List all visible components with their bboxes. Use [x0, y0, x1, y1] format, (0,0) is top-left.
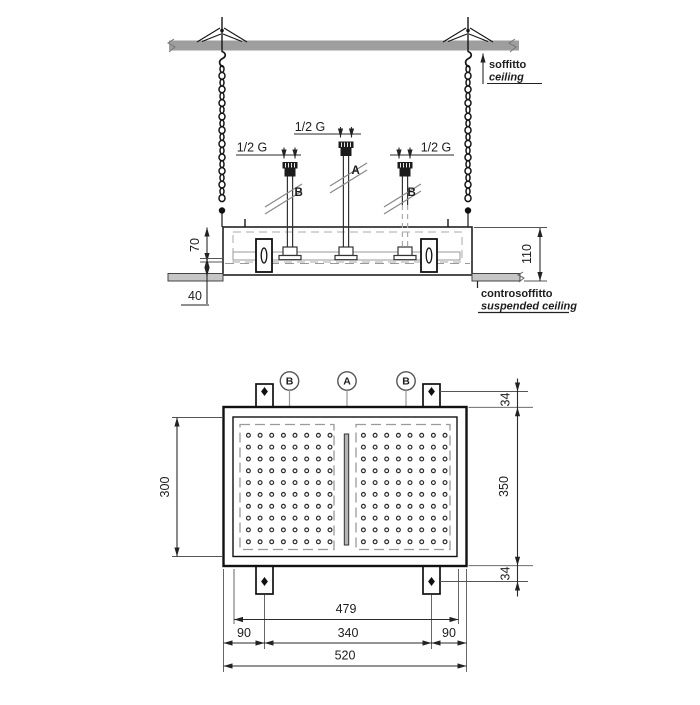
nozzle-dot — [328, 433, 332, 437]
nozzle-dot — [247, 504, 251, 508]
nozzle-dot — [328, 504, 332, 508]
dim-40-text: 40 — [188, 289, 202, 303]
nozzle-dot — [408, 516, 412, 520]
nozzle-dot — [443, 493, 447, 497]
dim-300 — [158, 418, 223, 557]
nozzle-dot — [408, 540, 412, 544]
callout-letter: B — [402, 375, 410, 388]
nozzle-dot — [373, 457, 377, 461]
chain-link — [465, 127, 471, 134]
nozzle-dot — [432, 528, 436, 532]
nozzle-dot — [432, 540, 436, 544]
chain-link — [465, 140, 471, 147]
nozzle-dot — [362, 457, 366, 461]
chain-link — [220, 120, 224, 127]
fixing-bracket-right — [421, 239, 437, 272]
nozzle-dot — [397, 493, 401, 497]
nozzle-dot — [282, 528, 286, 532]
nozzle-dot — [258, 433, 262, 437]
suspended-ceiling-left — [168, 274, 223, 282]
nozzle-dot — [397, 504, 401, 508]
nozzle-dot — [282, 493, 286, 497]
nozzle-dot — [305, 493, 309, 497]
nozzle-dot — [282, 457, 286, 461]
thread-callout-right — [390, 141, 454, 159]
nozzle-dot — [408, 481, 412, 485]
nozzle-dot — [385, 433, 389, 437]
nozzle-dot — [373, 469, 377, 473]
chain-link — [465, 100, 471, 107]
nozzle-dot — [317, 445, 321, 449]
nozzle-dot — [397, 433, 401, 437]
center-waterfall-slot — [344, 434, 348, 545]
nozzle-dot — [420, 540, 424, 544]
nozzle-dot — [385, 504, 389, 508]
chain-link — [466, 79, 470, 86]
nozzle-dot — [397, 481, 401, 485]
nozzle-dot — [258, 445, 262, 449]
nozzle-dot — [305, 457, 309, 461]
chain-link — [465, 195, 471, 202]
chain-link — [465, 86, 471, 93]
nozzle-dot — [317, 504, 321, 508]
nozzle-dot — [408, 469, 412, 473]
nozzle-dot — [408, 528, 412, 532]
nozzle-dot — [373, 528, 377, 532]
dim-479-text: 479 — [335, 602, 357, 616]
nozzle-dot — [328, 493, 332, 497]
nozzle-dot — [420, 493, 424, 497]
chain-link — [219, 181, 225, 188]
nozzle-dot — [293, 469, 297, 473]
nozzle-dot — [420, 433, 424, 437]
chain-link — [219, 154, 225, 161]
chain-link — [219, 100, 225, 107]
nozzle-dot — [443, 540, 447, 544]
pipe-flange — [283, 247, 297, 256]
nozzle-dot — [305, 516, 309, 520]
plan-view-section — [158, 372, 533, 672]
nozzle-dot — [397, 516, 401, 520]
chain-link — [220, 106, 224, 113]
nozzle-dot — [270, 493, 274, 497]
nozzle-dot — [328, 540, 332, 544]
chain-link — [465, 72, 471, 79]
nozzle-dot — [432, 493, 436, 497]
chain-link — [220, 188, 224, 195]
pipe-label-b: B — [294, 187, 303, 199]
chain-end-pin — [465, 207, 471, 213]
nozzle-dot — [293, 540, 297, 544]
nozzle-dot — [270, 516, 274, 520]
pipe-label-b: B — [407, 187, 416, 199]
nozzle-dot — [443, 433, 447, 437]
nozzle-dot — [432, 481, 436, 485]
nozzle-dot — [328, 457, 332, 461]
nozzle-dot — [282, 481, 286, 485]
pipe-label-a: A — [351, 165, 360, 177]
bracket-slot — [261, 248, 267, 263]
nozzle-dot — [385, 528, 389, 532]
nozzle-dot — [328, 516, 332, 520]
nozzle-dot — [305, 445, 309, 449]
dim-40 — [181, 259, 223, 306]
nozzle-dot — [362, 504, 366, 508]
callout-letter: A — [343, 375, 351, 388]
pipe-flange — [398, 247, 412, 256]
nozzle-dot — [317, 540, 321, 544]
nozzle-dot — [293, 481, 297, 485]
nozzle-dot — [420, 457, 424, 461]
chain-link — [219, 195, 225, 202]
threaded-fitting — [398, 162, 413, 169]
nozzle-dot — [305, 528, 309, 532]
nozzle-dot — [385, 445, 389, 449]
nozzle-dot — [420, 528, 424, 532]
nozzle-dot — [443, 469, 447, 473]
nozzle-dot — [258, 516, 262, 520]
nozzle-dot — [420, 481, 424, 485]
bracket-slot — [426, 248, 432, 263]
nozzle-dot — [328, 469, 332, 473]
nozzle-dot — [258, 457, 262, 461]
nozzle-dot — [443, 528, 447, 532]
hook-icon — [220, 52, 226, 68]
nozzle-dot — [328, 481, 332, 485]
nozzle-dot — [362, 481, 366, 485]
hanging-chain-right — [465, 66, 471, 227]
nozzle-dot — [317, 469, 321, 473]
dim-340-text: 340 — [337, 626, 359, 640]
nozzle-dot — [317, 457, 321, 461]
chain-link — [219, 72, 225, 79]
nozzle-dot — [247, 481, 251, 485]
nozzle-dot — [397, 469, 401, 473]
dim-300-text: 300 — [158, 476, 172, 498]
nozzle-dot — [362, 469, 366, 473]
chain-end-pin — [219, 207, 225, 213]
chain-link — [465, 154, 471, 161]
nozzle-dot — [270, 457, 274, 461]
nozzle-dot — [443, 481, 447, 485]
nozzle-dot — [270, 445, 274, 449]
nozzle-dot — [432, 469, 436, 473]
nozzle-dot — [282, 540, 286, 544]
chain-link — [466, 120, 470, 127]
nozzle-dot — [282, 469, 286, 473]
suspended-label-en: suspended ceiling — [481, 300, 577, 313]
nozzle-dot — [293, 457, 297, 461]
nozzle-dot — [258, 528, 262, 532]
nozzle-dot — [258, 481, 262, 485]
chain-link — [220, 93, 224, 100]
nozzle-dot — [373, 481, 377, 485]
chain-link — [219, 127, 225, 134]
nozzle-dot — [432, 457, 436, 461]
fixing-bracket-left — [256, 239, 272, 272]
chain-link — [219, 86, 225, 93]
nozzle-dot — [270, 481, 274, 485]
nozzle-dot — [258, 493, 262, 497]
nozzle-dot — [397, 528, 401, 532]
nozzle-dot — [247, 493, 251, 497]
chain-link — [219, 168, 225, 175]
nozzle-dot — [432, 433, 436, 437]
nozzle-dot — [385, 516, 389, 520]
nozzle-dot — [362, 493, 366, 497]
dim-70-text: 70 — [188, 238, 202, 252]
nozzle-dot — [247, 469, 251, 473]
nozzle-dot — [293, 445, 297, 449]
nozzle-dot — [420, 445, 424, 449]
nozzle-dot — [432, 445, 436, 449]
chain-link — [220, 174, 224, 181]
threaded-fitting — [283, 162, 298, 169]
chain-link — [466, 188, 470, 195]
nozzle-dot — [247, 528, 251, 532]
nozzle-dot — [270, 469, 274, 473]
nozzle-dot — [293, 433, 297, 437]
nozzle-dot — [432, 516, 436, 520]
nozzle-dot — [270, 433, 274, 437]
nozzle-dot — [282, 504, 286, 508]
nozzle-dot — [408, 457, 412, 461]
nozzle-dot — [373, 493, 377, 497]
nozzle-dot — [305, 481, 309, 485]
nozzle-dot — [270, 504, 274, 508]
nozzle-dot — [362, 516, 366, 520]
ceiling-section — [168, 17, 577, 313]
hook-icon — [466, 52, 472, 68]
nozzle-dot — [317, 481, 321, 485]
nozzle-dot — [293, 493, 297, 497]
ceiling-label-it: soffitto — [489, 59, 527, 71]
chain-link — [466, 93, 470, 100]
nozzle-dot — [328, 528, 332, 532]
chain-link — [466, 106, 470, 113]
nozzle-dot — [258, 540, 262, 544]
nozzle-dot — [247, 433, 251, 437]
nozzle-dot — [293, 516, 297, 520]
nozzle-dot — [408, 493, 412, 497]
pipe-flange — [339, 247, 353, 256]
thread-callout-left — [236, 141, 301, 159]
nozzle-dot — [385, 457, 389, 461]
dim-70 — [188, 228, 223, 263]
callout-letter: B — [285, 375, 294, 388]
nozzle-dot — [247, 516, 251, 520]
nozzle-dot — [317, 433, 321, 437]
nozzle-dot — [247, 445, 251, 449]
thread-label: 1/2 G — [420, 140, 452, 155]
nozzle-dot — [443, 457, 447, 461]
chain-link — [466, 161, 470, 168]
chain-link — [220, 161, 224, 168]
nozzle-dot — [362, 528, 366, 532]
nozzle-dot — [305, 504, 309, 508]
thread-label: 1/2 G — [294, 120, 326, 134]
nozzle-dot — [443, 516, 447, 520]
nozzle-dot — [305, 469, 309, 473]
chain-link — [220, 134, 224, 141]
nozzle-dot — [282, 445, 286, 449]
nozzle-dot — [258, 469, 262, 473]
threaded-fitting — [339, 142, 354, 149]
nozzle-dot — [443, 504, 447, 508]
nozzle-dot — [397, 445, 401, 449]
nozzle-dot — [317, 493, 321, 497]
nozzle-dot — [270, 540, 274, 544]
chain-link — [466, 174, 470, 181]
dim-350-text: 350 — [497, 476, 511, 497]
chain-link — [465, 168, 471, 175]
nozzle-dot — [443, 445, 447, 449]
nozzle-dot — [385, 540, 389, 544]
chain-link — [219, 113, 225, 120]
dim-34-bottom-text: 34 — [498, 566, 513, 581]
nozzle-dot — [373, 516, 377, 520]
nozzle-dot — [432, 504, 436, 508]
nozzle-dot — [328, 445, 332, 449]
nozzle-dot — [408, 504, 412, 508]
suspended-ceiling-annotation — [478, 281, 578, 313]
nozzle-dot — [317, 528, 321, 532]
dim-90-right-text: 90 — [442, 626, 456, 640]
nozzle-dot — [397, 457, 401, 461]
dim-90-left-text: 90 — [237, 626, 251, 640]
nozzle-dot — [247, 540, 251, 544]
chain-link — [220, 79, 224, 86]
chain-link — [220, 147, 224, 154]
thread-callout-center — [294, 120, 361, 138]
nozzle-dot — [385, 469, 389, 473]
dim-110-text: 110 — [520, 244, 534, 264]
nozzle-dot — [258, 504, 262, 508]
chain-link — [219, 140, 225, 147]
chain-link — [465, 113, 471, 120]
nozzle-dot — [282, 516, 286, 520]
thread-label: 1/2 G — [236, 140, 268, 155]
nozzle-dot — [408, 445, 412, 449]
suspended-ceiling-right — [472, 274, 520, 282]
ceiling-annotation — [483, 54, 542, 85]
dim-110 — [474, 228, 547, 282]
chain-link — [465, 181, 471, 188]
nozzle-dot — [373, 433, 377, 437]
chain-link — [466, 147, 470, 154]
nozzle-dot — [305, 433, 309, 437]
nozzle-dot — [317, 516, 321, 520]
nozzle-dot — [270, 528, 274, 532]
nozzle-dot — [420, 469, 424, 473]
nozzle-dot — [385, 481, 389, 485]
nozzle-dot — [305, 540, 309, 544]
nozzle-dot — [373, 445, 377, 449]
dim-520-text: 520 — [334, 648, 356, 663]
nozzle-dot — [282, 433, 286, 437]
dim-34-top-text: 34 — [498, 392, 513, 407]
nozzle-dot — [420, 504, 424, 508]
nozzle-dot — [293, 504, 297, 508]
nozzle-dot — [293, 528, 297, 532]
nozzle-dot — [373, 540, 377, 544]
nozzle-dot — [362, 540, 366, 544]
nozzle-dot — [373, 504, 377, 508]
nozzle-dot — [385, 493, 389, 497]
nozzle-dot — [247, 457, 251, 461]
hanging-chain-left — [219, 66, 225, 227]
nozzle-dot — [420, 516, 424, 520]
chain-link — [466, 134, 470, 141]
nozzle-dot — [408, 433, 412, 437]
ceiling-label-en: ceiling — [489, 71, 524, 84]
nozzle-dot — [362, 445, 366, 449]
nozzle-dot — [362, 433, 366, 437]
suspended-label-it: controsoffitto — [481, 288, 553, 300]
nozzle-dot — [397, 540, 401, 544]
